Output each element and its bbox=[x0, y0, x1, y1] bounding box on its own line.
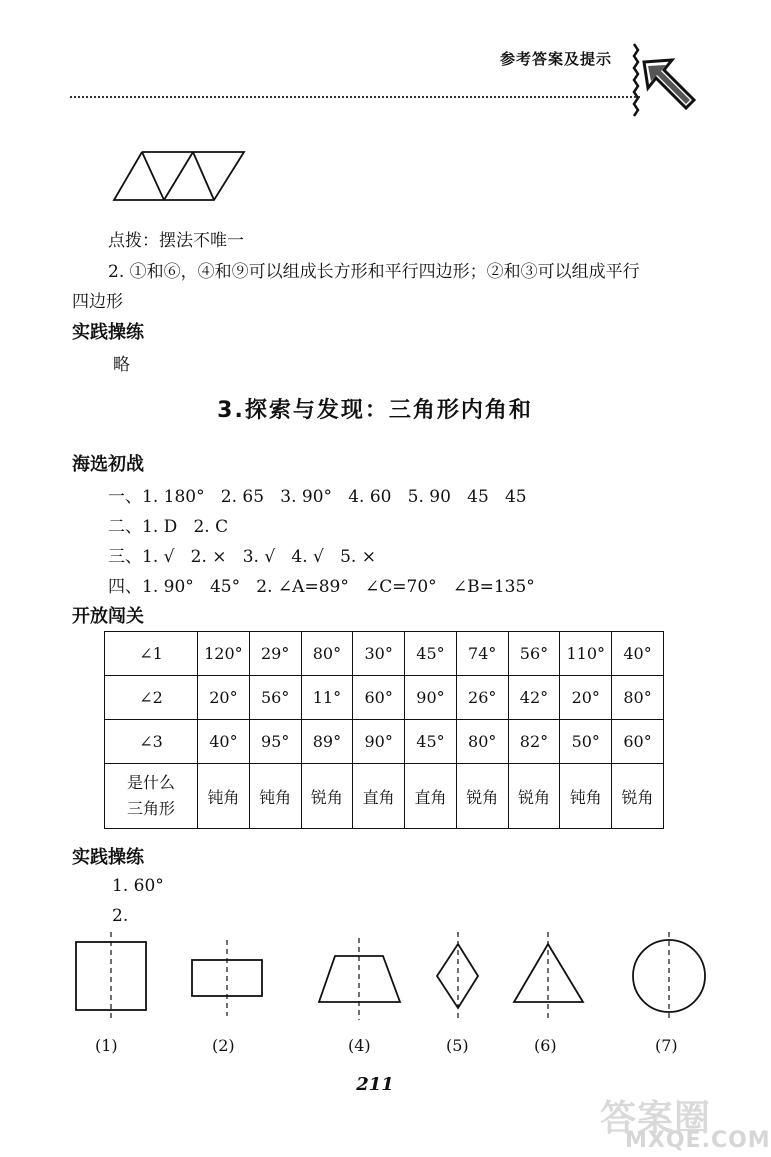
triangle-figure bbox=[514, 932, 583, 1020]
table-cell: 80° bbox=[612, 676, 664, 720]
haixuan-heading: 海选初战 bbox=[72, 454, 144, 475]
table-cell: 锐角 bbox=[612, 764, 664, 829]
practice2-item2: 2. bbox=[112, 906, 129, 926]
watermark-logo: 答案圈 bbox=[600, 1098, 712, 1139]
haixuan-line-4: 四、1. 90° 45° 2. ∠A=89° ∠C=70° ∠B=135° bbox=[108, 577, 535, 597]
figure-label-4: (4) bbox=[348, 1036, 371, 1055]
figure-label-2: (2) bbox=[212, 1036, 235, 1055]
row-label-type-line1: 是什么 bbox=[126, 773, 175, 792]
table-cell: 60° bbox=[353, 676, 405, 720]
table-cell: 56° bbox=[508, 632, 560, 676]
table-cell: 锐角 bbox=[301, 764, 353, 829]
back-arrow-icon bbox=[628, 40, 708, 120]
figure-label-1: (1) bbox=[95, 1036, 118, 1055]
table-cell: 50° bbox=[560, 720, 612, 764]
table-cell: 11° bbox=[301, 676, 353, 720]
haixuan-line-3: 三、1. √ 2. × 3. √ 4. √ 5. × bbox=[108, 547, 376, 567]
row-label: ∠2 bbox=[105, 676, 198, 720]
table-cell: 20° bbox=[560, 676, 612, 720]
table-cell: 锐角 bbox=[508, 764, 560, 829]
item2-line1: 2. ①和⑥，④和⑨可以组成长方形和平行四边形；②和③可以组成平行 bbox=[108, 262, 640, 282]
circle-figure bbox=[633, 932, 705, 1022]
angle-table bbox=[104, 631, 664, 829]
table-cell: 40° bbox=[612, 632, 664, 676]
table-cell: 直角 bbox=[353, 764, 405, 829]
table-cell: 42° bbox=[508, 676, 560, 720]
table-cell: 锐角 bbox=[456, 764, 508, 829]
table-cell: 26° bbox=[456, 676, 508, 720]
table-cell: 30° bbox=[353, 632, 405, 676]
table-cell: 45° bbox=[405, 720, 457, 764]
practice-heading-2: 实践操练 bbox=[72, 847, 144, 868]
table-cell: 82° bbox=[508, 720, 560, 764]
table-row-angle1 bbox=[105, 632, 664, 676]
table-cell: 60° bbox=[612, 720, 664, 764]
table-cell: 45° bbox=[405, 632, 457, 676]
table-cell: 20° bbox=[198, 676, 250, 720]
row-label: ∠3 bbox=[105, 720, 198, 764]
table-row-angle3 bbox=[105, 720, 664, 764]
chapter-title: 3.探索与发现：三角形内角和 bbox=[217, 398, 533, 423]
kaifang-heading: 开放闯关 bbox=[72, 606, 144, 627]
table-cell: 89° bbox=[301, 720, 353, 764]
haixuan-line-1: 一、1. 180° 2. 65 3. 90° 4. 60 5. 90 45 45 bbox=[108, 487, 527, 507]
hint-text: 点拨：摆法不唯一 bbox=[108, 231, 244, 251]
table-cell: 74° bbox=[456, 632, 508, 676]
page-number: 211 bbox=[356, 1074, 394, 1095]
figure-label-6: (6) bbox=[534, 1036, 557, 1055]
table-cell: 直角 bbox=[405, 764, 457, 829]
table-row-type bbox=[105, 764, 664, 829]
triangle-strip-figure bbox=[112, 148, 252, 204]
table-cell: 钝角 bbox=[249, 764, 301, 829]
haixuan-line-2: 二、1. D 2. C bbox=[108, 517, 229, 537]
header-divider bbox=[70, 96, 640, 98]
table-cell: 29° bbox=[249, 632, 301, 676]
rectangle-figure bbox=[192, 940, 262, 1016]
practice2-item1: 1. 60° bbox=[112, 876, 164, 896]
rhombus-figure bbox=[437, 932, 478, 1022]
table-cell: 95° bbox=[249, 720, 301, 764]
figure-label-7: (7) bbox=[655, 1036, 678, 1055]
trapezoid-figure bbox=[319, 938, 400, 1020]
table-cell: 90° bbox=[353, 720, 405, 764]
table-row-angle2 bbox=[105, 676, 664, 720]
table-cell: 钝角 bbox=[560, 764, 612, 829]
table-cell: 钝角 bbox=[198, 764, 250, 829]
row-label: ∠1 bbox=[105, 632, 198, 676]
table-cell: 120° bbox=[198, 632, 250, 676]
row-label-type bbox=[105, 764, 198, 829]
figure-label-5: (5) bbox=[446, 1036, 469, 1055]
square-figure bbox=[76, 932, 146, 1020]
table-cell: 56° bbox=[249, 676, 301, 720]
table-cell: 80° bbox=[456, 720, 508, 764]
table-cell: 90° bbox=[405, 676, 457, 720]
table-cell: 110° bbox=[560, 632, 612, 676]
watermark-url: MXQE.COM bbox=[625, 1128, 771, 1153]
item2-line2: 四边形 bbox=[72, 292, 123, 312]
symmetry-figures bbox=[60, 928, 700, 1028]
table-cell: 40° bbox=[198, 720, 250, 764]
table-cell: 80° bbox=[301, 632, 353, 676]
row-label-type-line2: 三角形 bbox=[126, 799, 175, 818]
practice-heading-1: 实践操练 bbox=[72, 322, 144, 343]
header-title: 参考答案及提示 bbox=[500, 50, 613, 68]
practice-answer-1: 略 bbox=[113, 355, 130, 375]
